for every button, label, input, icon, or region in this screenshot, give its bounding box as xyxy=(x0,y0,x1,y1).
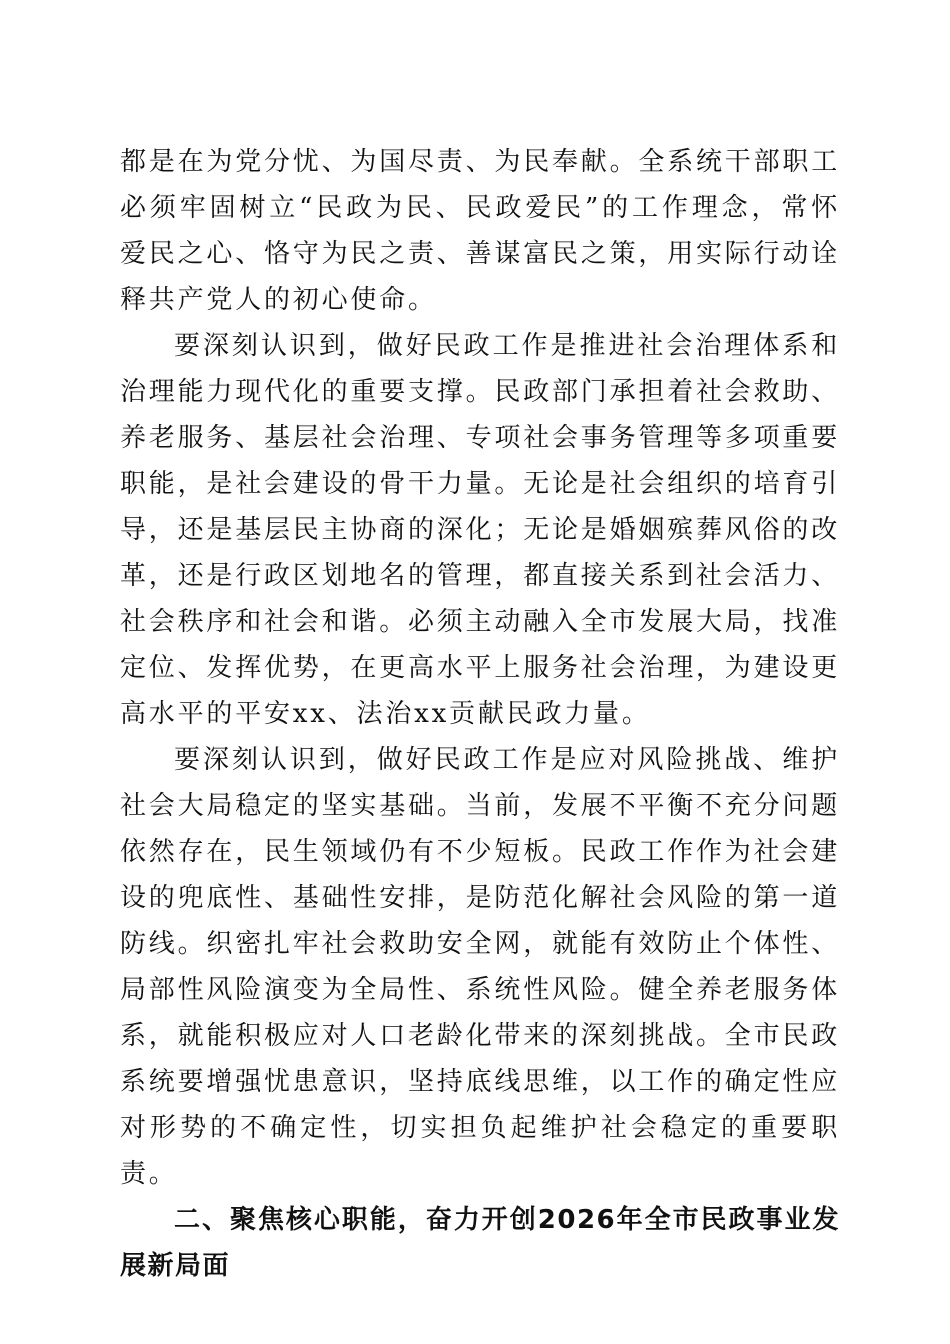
paragraph-risk-challenges: 要深刻认识到，做好民政工作是应对风险挑战、维护社会大局稳定的坚实基础。当前，发展不平衡不充分问题依然存在，民生领域仍有不少短板。民政工作作为社会建设的兜底性、基础性安排，是防范化解社会风险的第一道防线。织密扎牢社会救助安全网，就能有效防止个体性、局部性风险演变为全局性、系统性风险。健全养老服务体系，就能积极应对人口老龄化带来的深刻挑战。全市民政系统要增强忧患意识，坚持底线思维，以工作的确定性应对形势的不确定性，切实担负起维护社会稳定的重要职责。 xyxy=(120,745,841,1189)
document-body xyxy=(120,139,840,1289)
section-heading: 二、聚焦核心职能，奋力开创2026年全市民政事业发展新局面 xyxy=(120,1205,840,1281)
paragraph-continuation: 都是在为党分忧、为国尽责、为民奉献。全系统干部职工必须牢固树立“民政为民、民政爱民”的工作理念，常怀爱民之心、恪守为民之责、善谋富民之策，用实际行动诠释共产党人的初心使命。 xyxy=(120,147,841,315)
paragraph-social-governance: 要深刻认识到，做好民政工作是推进社会治理体系和治理能力现代化的重要支撑。民政部门承担着社会救助、养老服务、基层社会治理、专项社会事务管理等多项重要职能，是社会建设的骨干力量。无论是社会组织的培育引导，还是基层民主协商的深化；无论是婚姻殡葬风俗的改革，还是行政区划地名的管理，都直接关系到社会活力、社会秩序和社会和谐。必须主动融入全市发展大局，找准定位、发挥优势，在更高水平上服务社会治理，为建设更高水平的平安xx、法治xx贡献民政力量。 xyxy=(120,331,841,729)
